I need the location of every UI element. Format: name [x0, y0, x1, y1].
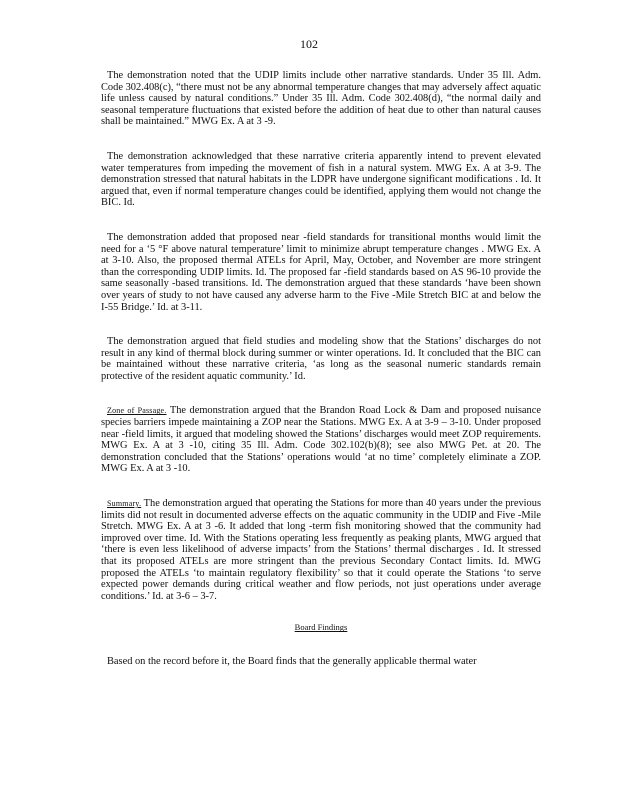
paragraph-summary	[101, 498, 541, 602]
paragraph-near-field-standards: The demonstration added that proposed near -field standards for transitional months would limit the need for a ‘5 °F above natural temperature’ limit to minimize abrupt temperature changes . MWG Ex. A at 3-10. Also, the proposed thermal ATELs for April, May, October, and November are more stringent than the corresponding UDIP limits. Id. The proposed far -field standards based on AS 96-10 provide the same seasonally -based transitions. Id. The demonstration argued that these standards ‘have been shown over years of study to not have caused any adverse harm to the Five -Mile Stretch BIC at and below the I-55 Bridge.’ Id. at 3-11.	[101, 231, 541, 313]
paragraph-narrative-standards: The demonstration noted that the UDIP limits include other narrative standards. Under 35 Ill. Adm. Code 302.408(c), “there must not be any abnormal temperature changes that may adversely affect aquatic life unless caused by natural conditions.” Under 35 Ill. Adm. Code 302.408(d), “the normal daily and seasonal temperature fluctuations that existed before the addition of heat due to other than natural causes shall be maintained.” MWG Ex. A at 3 -9.	[101, 70, 541, 128]
page-number: 102	[300, 37, 318, 51]
summary-text: The demonstration argued that operating the Stations for more than 40 years under the previous limits did not result in documented adverse effects on the aquatic community in the UDIP and Five -Mile Stretch. MWG Ex. A at 3 -6. It added that long -term fish monitoring showed that the community had improved over time. Id. With the Stations operating less frequently as peaking plants, MWG argued that ‘there is even less likelihood of adverse impacts’ from the Stations’ thermal discharges . Id. It stressed that its proposed ATELs are more stringent than the previous Secondary Contact limits. Id. MWG proposed the ATELs ‘to maintain regulatory flexibility’ so that it could operate the Stations ‘to serve expected power demands during critical weather and flow periods, not just operations under average conditions.’ Id. at 3-6 – 3-7.	[101, 498, 541, 602]
paragraph-narrative-criteria: The demonstration acknowledged that these narrative criteria apparently intend to prevent elevated water temperatures from impeding the movement of fish in a natural system. MWG Ex. A at 3-9. The demonstration stressed that natural habitats in the LDPR have undergone significant modifications . Id. It argued that, even if normal temperature changes could be identified, applying them would not change the BIC. Id.	[101, 150, 541, 209]
paragraph-board-findings: Based on the record before it, the Board finds that the generally applicable thermal water	[107, 655, 477, 667]
summary-heading: Summary.	[107, 499, 142, 509]
paragraph-zone-of-passage	[101, 405, 541, 475]
document-body	[101, 70, 541, 691]
zone-of-passage-heading: Zone of Passage.	[107, 406, 167, 416]
zone-of-passage-text: The demonstration argued that the Brandon Road Lock & Dam and proposed nuisance species barriers impede maintaining a ZOP near the Stations. MWG Ex. A at 3-9 – 3-10. Under proposed near -field limits, it argued that modeling showed the Stations’ discharges would meet ZOP requirements. MWG Ex. A at 3 -10, citing 35 Ill. Adm. Code 302.102(b)(8); see also MWG Pet. at 20. The demonstration concluded that the Stations’ operations would ‘at no time’ completely eliminate a ZOP. MWG Ex. A at 3 -10.	[101, 405, 541, 475]
paragraph-thermal-block: The demonstration argued that field studies and modeling show that the Stations’ discharges do not result in any kind of thermal block during summer or winter operations. Id. It concluded that the BIC can be maintained without these narrative criteria, ‘as long as the seasonal numeric standards remain protective of the resident aquatic community.’ Id.	[101, 336, 541, 382]
board-findings-heading: Board Findings	[294, 622, 348, 633]
